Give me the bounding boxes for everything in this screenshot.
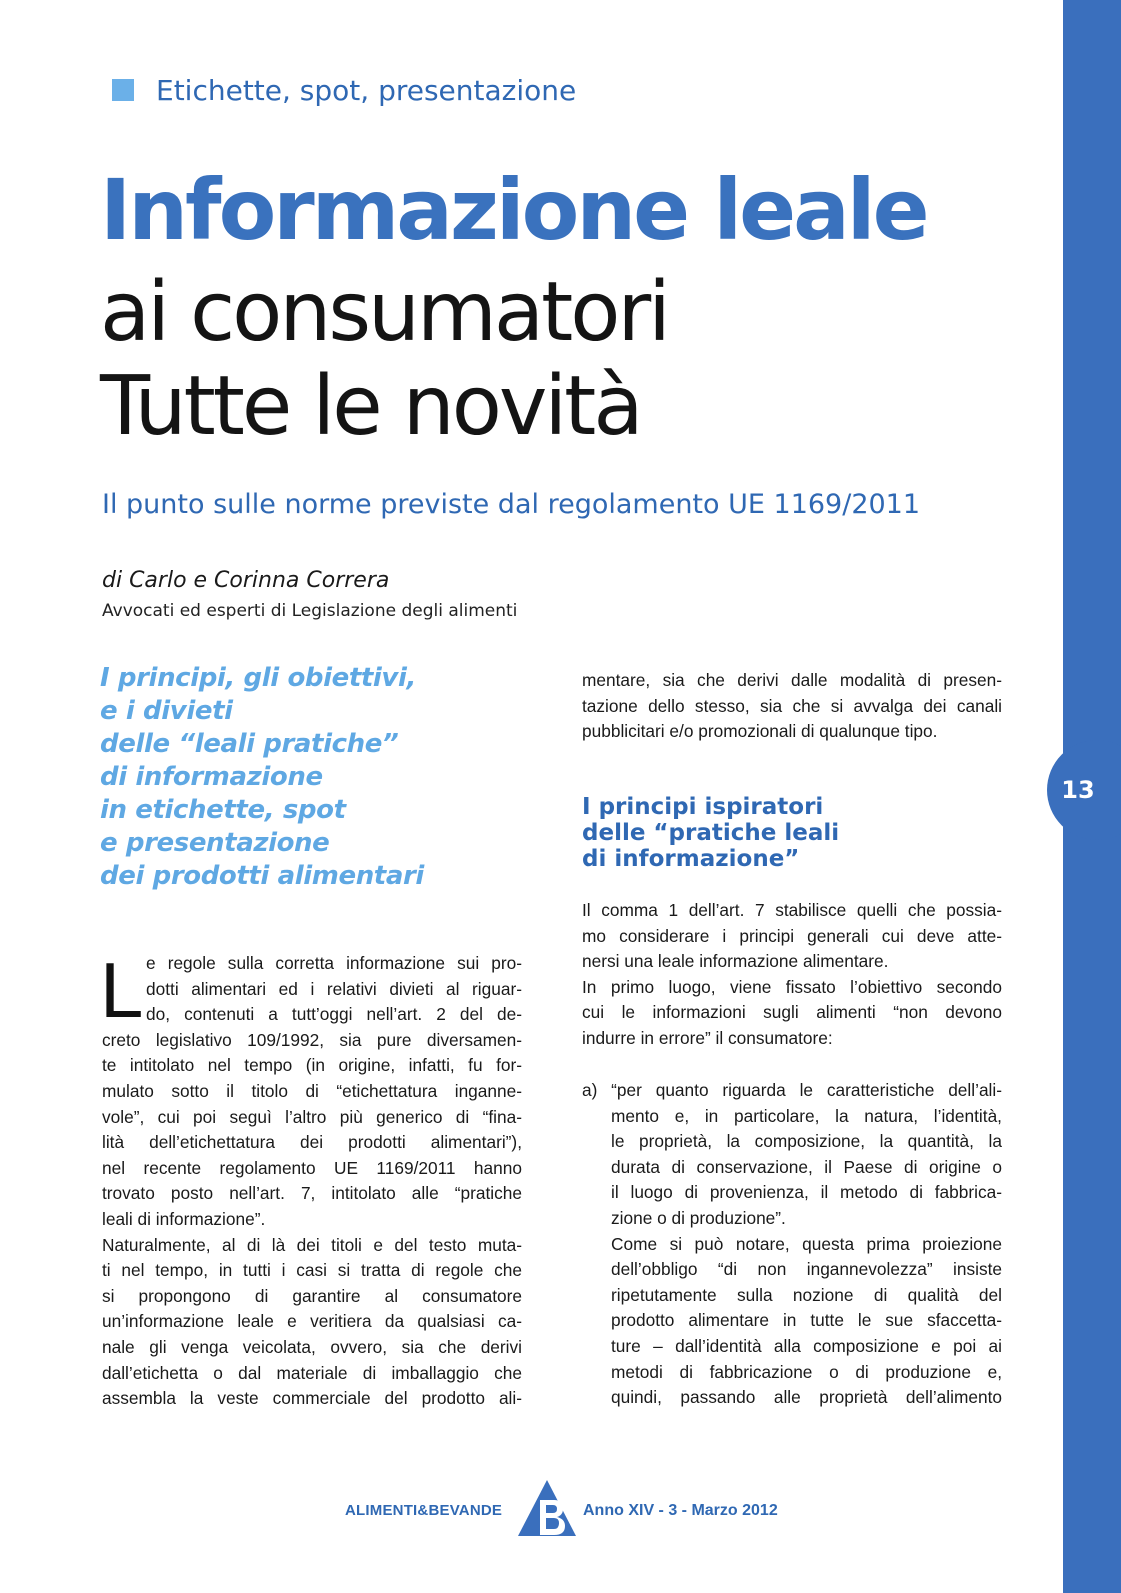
body-line: leali di informazione”. [102, 1208, 266, 1229]
lead-line: e i divieti [100, 696, 233, 726]
body-line: creto legislativo 109/1992, sia pure diversamen- [102, 1029, 522, 1050]
list-item-line: zione o di produzione”. [611, 1207, 786, 1228]
section-heading-line: delle “pratiche leali [582, 820, 840, 846]
body-line: In primo luogo, viene fissato l’obiettivo secondo [582, 976, 1002, 997]
body-line: mo considerare i principi generali cui deve atte- [582, 925, 1002, 946]
lead-line: I principi, gli obiettivi, [100, 663, 416, 693]
list-item-line: ripetutamente sulla nozione di qualità del [611, 1284, 1002, 1305]
body-line: cui le informazioni sugli alimenti “non devono [582, 1002, 1002, 1023]
lead-line: dei prodotti alimentari [100, 861, 424, 891]
body-line: assembla la veste commerciale del prodotto ali- [102, 1388, 522, 1409]
body-line: nersi una leale informazione alimentare. [582, 951, 889, 972]
body-line: Naturalmente, al di là dei titoli e del testo muta- [102, 1234, 522, 1255]
article-title-line-2: ai consumatori [100, 265, 668, 360]
body-line: mentare, sia che derivi dalle modalità di presen- [582, 670, 1002, 690]
body-line: te intitolato nel tempo (in origine, infatti, fu for- [102, 1055, 522, 1076]
list-item-line: metodi di fabbricazione o di produzione e, [611, 1361, 1002, 1382]
list-item-line: prodotto alimentare in tutte le sue sfaccetta- [611, 1310, 1002, 1331]
body-column-left [100, 946, 522, 1412]
body-line: Il comma 1 dell’art. 7 stabilisce quelli che possia- [582, 900, 1002, 920]
body-line: e regole sulla corretta informazione sui pro- [146, 953, 522, 973]
list-item-line: dell’obbligo “di non ingannevolezza” insiste [611, 1259, 1002, 1280]
body-line: si propongono di garantire al consumatore [102, 1285, 522, 1306]
list-item-line: il luogo di provenienza, il metodo di fabbrica- [611, 1182, 1002, 1203]
body-line: trovato posto nell’art. 7, intitolato alle “pratiche [102, 1183, 522, 1204]
list-item-line: mento e, in particolare, la natura, l’identità, [611, 1105, 1002, 1126]
lead-line: di informazione [100, 762, 323, 792]
list-item-line: a) “per quanto riguarda le caratteristiche dell’ali- [582, 1080, 1002, 1100]
body-line: tazione dello stesso, sia che si avvalga dei canali [582, 695, 1002, 716]
body-line: dall’etichetta o dal materiale di imballaggio che [102, 1362, 522, 1383]
list-item-line: quindi, passando alle proprietà dell’alimento [611, 1387, 1002, 1408]
body-line: vole”, cui poi seguì l’altro più generico di “fina- [102, 1106, 522, 1127]
list-item-line: le proprietà, la composizione, la quantità, la [611, 1131, 1002, 1152]
magazine-name: ALIMENTI&BEVANDE [345, 1502, 503, 1519]
lead-pullquote [100, 662, 520, 893]
body-line: ti nel tempo, in tutti i casi si tratta di regole che [102, 1260, 522, 1281]
author-affiliation: Avvocati ed esperti di Legislazione degli alimenti [102, 601, 518, 621]
section-title: Etichette, spot, presentazione [156, 73, 577, 107]
body-column-right-paragraph [582, 898, 1002, 1052]
section-heading-line: I principi ispiratori [582, 794, 824, 820]
drop-cap: L [100, 946, 144, 1034]
article-title: Informazione leale [100, 161, 927, 259]
body-line: nel recente regolamento UE 1169/2011 hanno [102, 1157, 522, 1178]
list-item-line: ture – dall’identità alla composizione e poi ai [611, 1335, 1002, 1356]
list-item-line: durata di conservazione, il Paese di origine o [611, 1156, 1002, 1177]
section-header [112, 72, 576, 108]
body-line: dotti alimentari ed i relativi divieti al riguar- [146, 978, 522, 999]
body-line: mulato sotto il titolo di “etichettatura inganne- [102, 1080, 522, 1101]
issue-info: Anno XIV - 3 - Marzo 2012 [583, 1502, 778, 1519]
lead-line: in etichette, spot [100, 795, 346, 825]
article-subtitle: Il punto sulle norme previste dal regolamento UE 1169/2011 [102, 489, 921, 520]
body-line: pubblicitari e/o promozionali di qualunque tipo. [582, 721, 938, 742]
body-line: lità dell’etichettatura dei prodotti alimentari”), [102, 1132, 522, 1153]
page-number: 13 [1061, 776, 1095, 804]
body-column-right-list [582, 1078, 1002, 1411]
lead-line: e presentazione [100, 828, 330, 858]
body-line: do, contenuti a tutt’oggi nell’art. 2 del de- [146, 1004, 522, 1025]
page-footer [0, 1478, 1060, 1548]
body-column-right-intro [582, 668, 1002, 745]
lead-line: delle “leali pratiche” [100, 729, 399, 759]
body-line: nale gli venga veicolata, ovvero, sia che derivi [102, 1336, 522, 1357]
body-line: un’informazione leale e veritiera da qualsiasi ca- [102, 1311, 522, 1332]
author-byline: di Carlo e Corinna Correra [102, 568, 390, 593]
magazine-logo-icon [516, 1478, 578, 1538]
section-heading-line: di informazione” [582, 846, 800, 872]
article-title-line-3: Tutte le novità [100, 359, 641, 454]
list-item-line: Come si può notare, questa prima proiezione [611, 1233, 1002, 1254]
section-heading [582, 794, 1002, 872]
body-line: indurre in errore” il consumatore: [582, 1027, 833, 1048]
section-square-icon [112, 79, 134, 101]
